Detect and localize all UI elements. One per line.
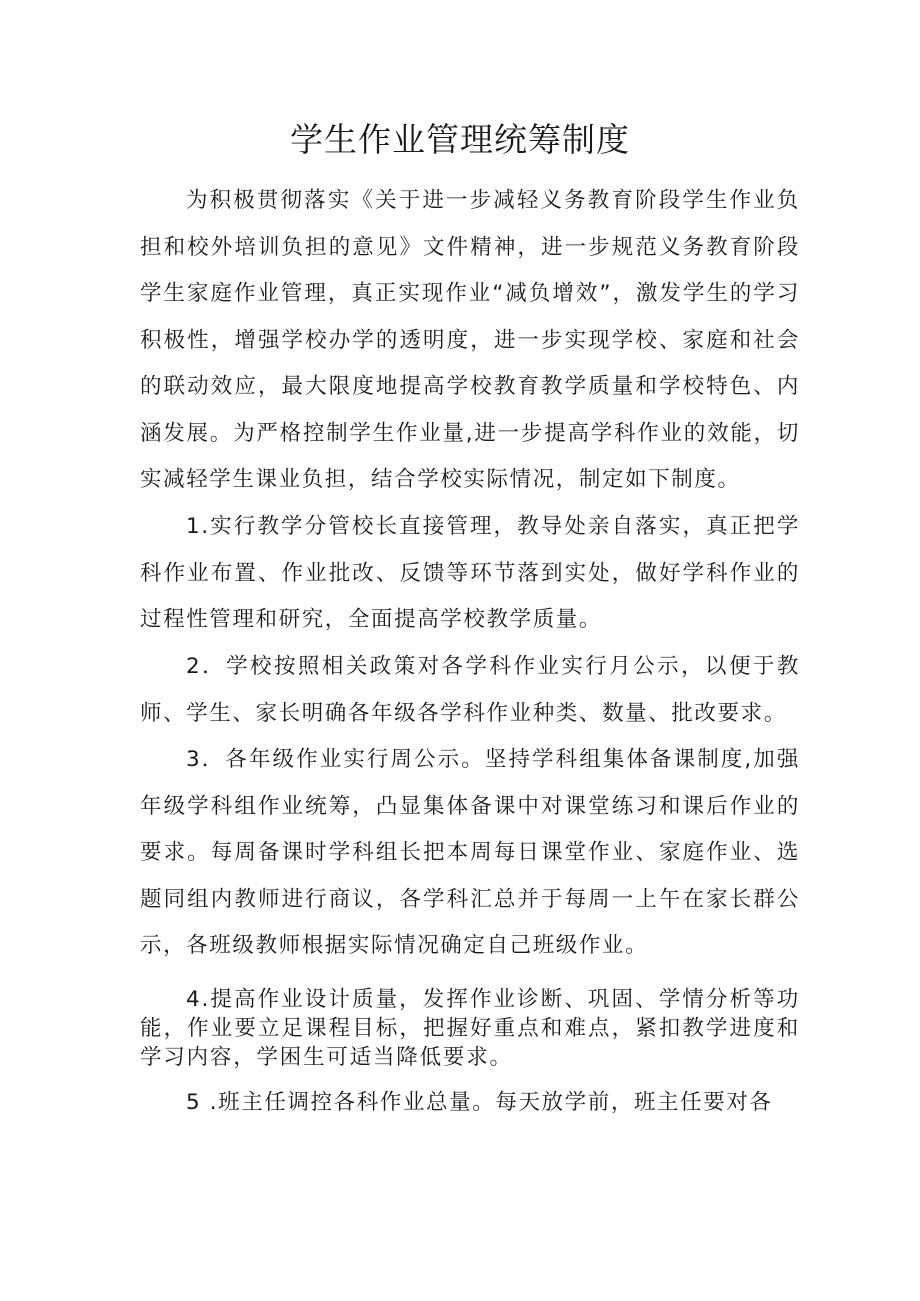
item-3-paragraph: 3．各年级作业实行周公示。坚持学科组集体备课制度,加强年级学科组作业统筹，凸显集体备课中对课堂练习和课后作业的要求。每周备课时学科组长把本周每日课堂作业、家庭作业、选题同组内教师进行商议，各学科汇总并于每周一上午在家长群公示，各班级教师根据实际情况确定自己班级作业。 (140, 747, 800, 958)
item-1-paragraph: 1.实行教学分管校长直接管理，教导处亲自落实，真正把学科作业布置、作业批改、反馈等环节落到实处，做好学科作业的过程性管理和研究，全面提高学校教学质量。 (140, 514, 800, 632)
item-4-paragraph: 4.提高作业设计质量，发挥作业诊断、巩固、学情分析等功能，作业要立足课程目标，把握好重点和难点，紧扣教学进度和学习内容，学困生可适当降低要求。 (140, 987, 800, 1070)
item-2-paragraph: 2．学校按照相关政策对各学科作业实行月公示，以便于教师、学生、家长明确各年级各学科作业种类、数量、批改要求。 (140, 654, 800, 726)
document-title: 学生作业管理统筹制度 (290, 120, 630, 159)
intro-paragraph: 为积极贯彻落实《关于进一步减轻义务教育阶段学生作业负担和校外培训负担的意见》文件精神，进一步规范义务教育阶段学生家庭作业管理，真正实现作业“减负增效”，激发学生的学习积极性，增强学校办学的透明度，进一步实现学校、家庭和社会的联动效应，最大限度地提高学校教育教学质量和学校特色、内涵发展。为严格控制学生作业量,进一步提高学科作业的效能，切实减轻学生课业负担，结合学校实际情况，制定如下制度。 (140, 188, 800, 492)
item-5-paragraph: 5 .班主任调控各科作业总量。每天放学前，班主任要对各 (186, 1090, 773, 1115)
